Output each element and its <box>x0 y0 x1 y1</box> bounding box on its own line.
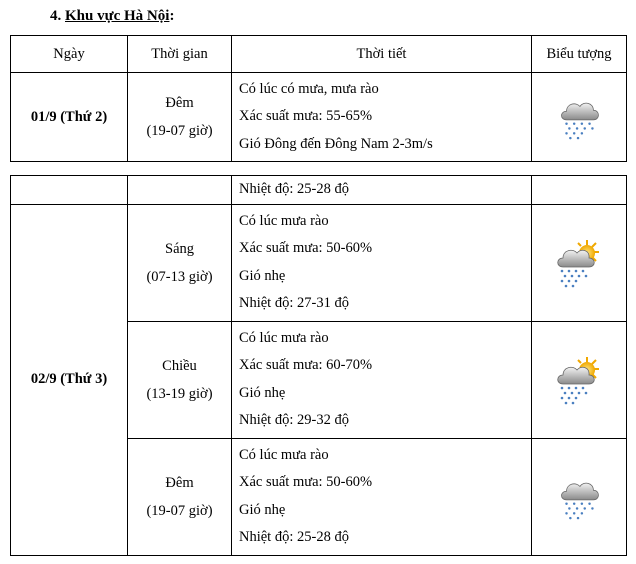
header-row <box>11 36 627 73</box>
sun-cloud-rain-icon <box>554 355 604 405</box>
weather-line: Nhiệt độ: 29-32 độ <box>239 412 349 428</box>
header-time: Thời gian <box>128 36 232 73</box>
icon-cell <box>532 204 627 321</box>
time-cell <box>128 438 232 555</box>
forecast-table-part-2 <box>10 175 627 556</box>
weather-line: Gió Đông đến Đông Nam 2-3m/s <box>239 135 433 152</box>
table-row <box>11 73 627 162</box>
weather-line: Có lúc mưa rào <box>239 446 329 463</box>
weather-line: Gió nhẹ <box>239 501 286 518</box>
day-cell <box>11 176 128 205</box>
hours-label: (19-07 giờ) <box>146 123 213 139</box>
weather-line: Nhiệt độ: 25-28 độ <box>239 181 349 197</box>
period-label: Sáng <box>165 240 194 257</box>
period-label: Đêm <box>165 95 194 111</box>
header-icon: Biểu tượng <box>532 36 627 73</box>
weather-line: Xác suất mưa: 60-70% <box>239 357 373 373</box>
section-colon: : <box>169 8 175 24</box>
section-heading <box>50 8 174 25</box>
weather-line: Nhiệt độ: 27-31 độ <box>239 295 349 311</box>
hours-label: (13-19 giờ) <box>146 385 213 402</box>
weather-line: Có lúc mưa rào <box>239 329 329 346</box>
period-label: Đêm <box>165 474 194 491</box>
sun-cloud-rain-icon <box>554 238 604 288</box>
weather-line: Xác suất mưa: 55-65% <box>239 108 373 125</box>
weather-line: Xác suất mưa: 50-60% <box>239 240 373 256</box>
table-row <box>11 204 627 321</box>
icon-cell <box>532 176 627 205</box>
weather-cell <box>232 176 532 205</box>
icon-cell <box>532 438 627 555</box>
time-cell <box>128 73 232 162</box>
weather-cell <box>232 321 532 438</box>
day-cell: 01/9 (Thứ 2) <box>11 73 128 162</box>
weather-cell <box>232 438 532 555</box>
cloud-rain-icon <box>555 473 603 521</box>
weather-cell <box>232 204 532 321</box>
cloud-rain-icon <box>555 93 603 141</box>
weather-line: Gió nhẹ <box>239 267 286 284</box>
section-number: 4. <box>50 8 62 24</box>
hours-label: (19-07 giờ) <box>146 502 213 519</box>
weather-line: Gió nhẹ <box>239 384 286 401</box>
hours-label: (07-13 giờ) <box>146 268 213 285</box>
period-label: Chiều <box>162 357 197 374</box>
table-row <box>11 176 627 205</box>
icon-cell <box>532 73 627 162</box>
section-title: Khu vực Hà Nội <box>65 8 170 24</box>
weather-line: Nhiệt độ: 25-28 độ <box>239 529 349 545</box>
weather-line: Xác suất mưa: 50-60% <box>239 474 373 490</box>
icon-cell <box>532 321 627 438</box>
weather-line: Có lúc có mưa, mưa rào <box>239 80 379 97</box>
weather-cell <box>232 73 532 162</box>
time-cell <box>128 204 232 321</box>
time-cell <box>128 321 232 438</box>
weather-line: Có lúc mưa rào <box>239 212 329 229</box>
day-cell: 02/9 (Thứ 3) <box>11 204 128 555</box>
time-cell <box>128 176 232 205</box>
header-day: Ngày <box>11 36 128 73</box>
header-weather: Thời tiết <box>232 36 532 73</box>
forecast-table-part-1 <box>10 35 627 162</box>
